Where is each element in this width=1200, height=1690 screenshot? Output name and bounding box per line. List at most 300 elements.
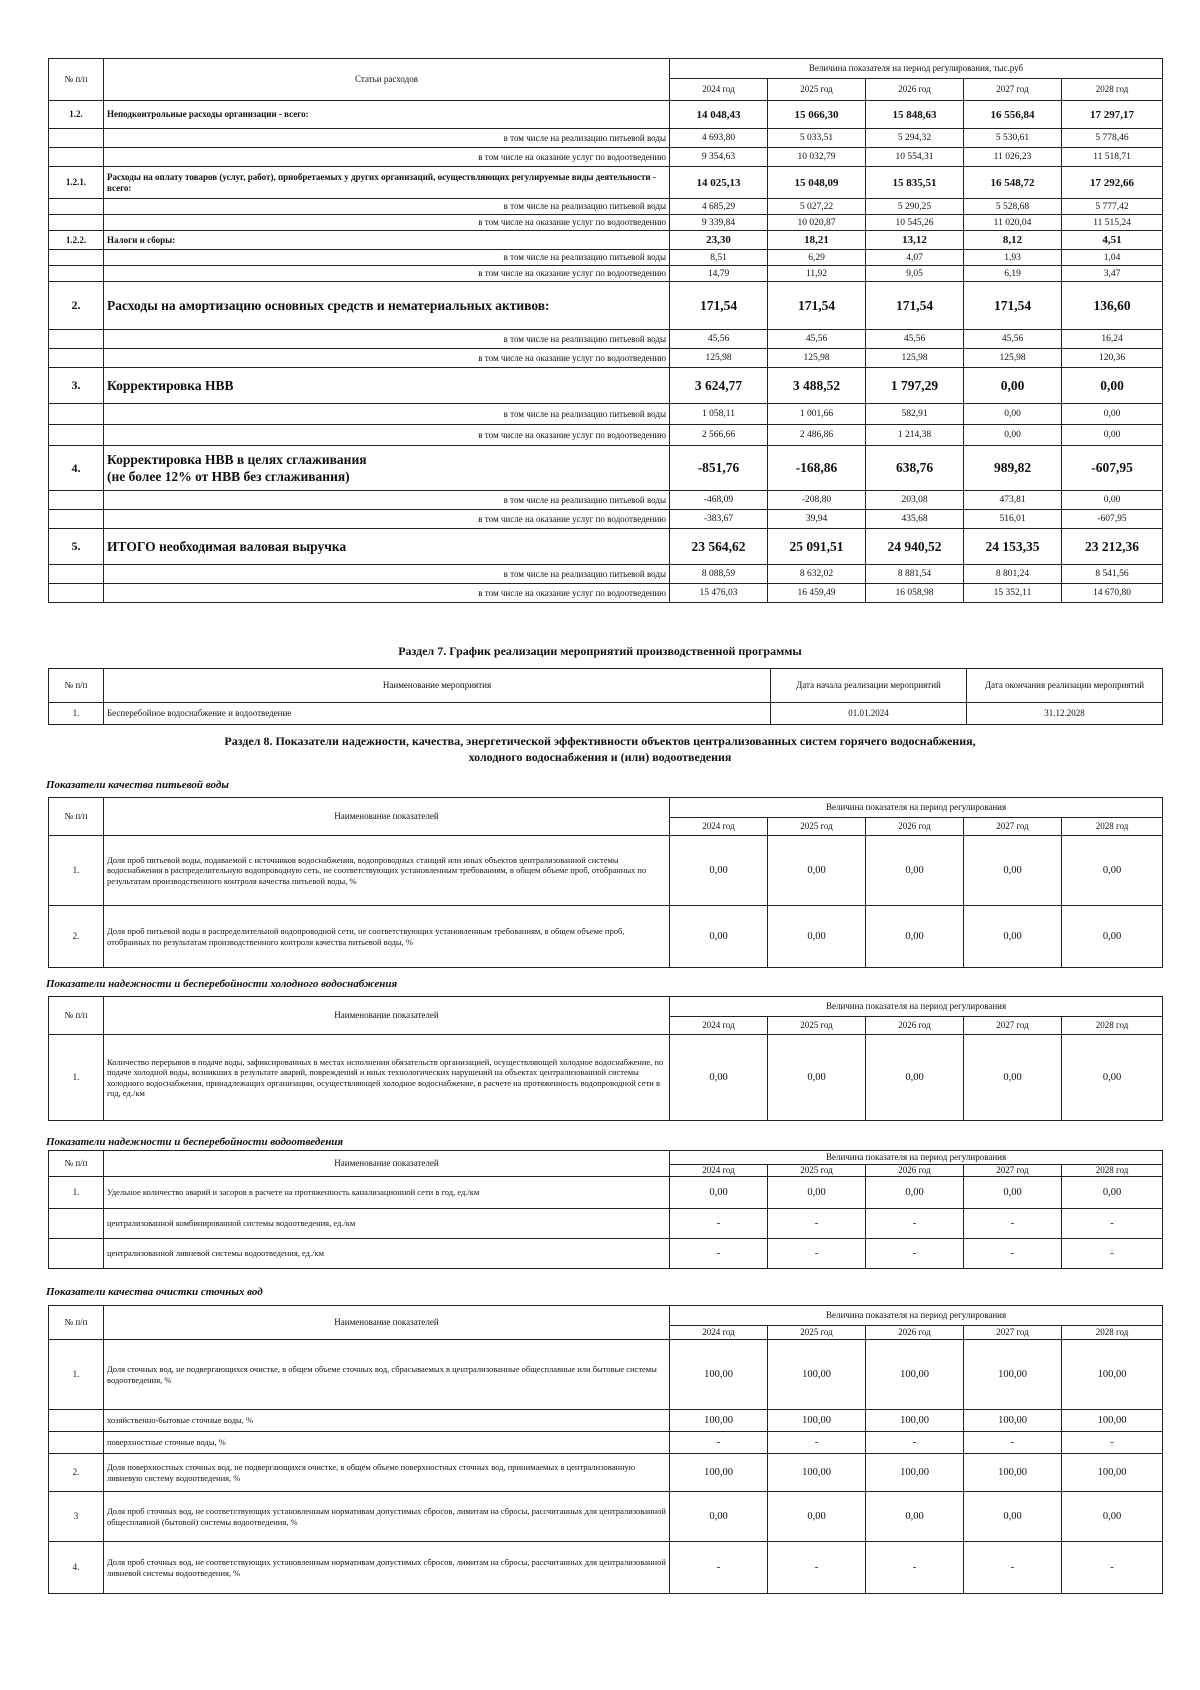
value-cell: 3,47 — [1062, 266, 1163, 282]
indicator-name: хозяйственно-бытовые сточные воды, % — [104, 1410, 670, 1432]
value-cell: 5 033,51 — [768, 129, 866, 148]
value-cell: 5 528,68 — [964, 199, 1062, 215]
year-header: 2028 год — [1062, 818, 1163, 836]
year-header: 2024 год — [670, 1326, 768, 1340]
section-7-title: Раздел 7. График реализации мероприятий производственной программы — [398, 644, 802, 658]
value-cell: 1 214,38 — [866, 425, 964, 446]
row-num — [49, 129, 104, 148]
value-cell: 11 515,24 — [1062, 215, 1163, 231]
value-cell: 11 518,71 — [1062, 148, 1163, 167]
value-cell: 8 088,59 — [670, 565, 768, 584]
value-cell: 23,30 — [670, 231, 768, 250]
row-num — [49, 491, 104, 510]
value-cell: 1 001,66 — [768, 404, 866, 425]
value-cell: 0,00 — [964, 404, 1062, 425]
table-row — [49, 1239, 1163, 1269]
table-row — [49, 491, 1163, 510]
table-row — [49, 836, 1163, 906]
value-cell: 18,21 — [768, 231, 866, 250]
value-cell: 0,00 — [1062, 836, 1163, 906]
value-cell: 15 352,11 — [964, 584, 1062, 603]
value-cell: -383,67 — [670, 510, 768, 529]
wastewater-reliability-table — [48, 1150, 1163, 1269]
value-cell: 15 048,09 — [768, 167, 866, 199]
section-8-title-line1: Раздел 8. Показатели надежности, качества, энергетической эффективности объектов централизованных систем горячего водоснабжения, — [224, 734, 976, 748]
value-cell: 0,00 — [768, 1035, 866, 1121]
value-cell: 0,00 — [1062, 1177, 1163, 1209]
year-header: 2028 год — [1062, 1326, 1163, 1340]
value-cell: 24 153,35 — [964, 529, 1062, 565]
end-date: 31.12.2028 — [967, 703, 1163, 725]
row-num — [49, 266, 104, 282]
year-header: 2027 год — [964, 818, 1062, 836]
value-cell: 14 048,43 — [670, 101, 768, 129]
value-cell: 45,56 — [768, 330, 866, 349]
value-cell: 125,98 — [670, 349, 768, 368]
row-label: Неподконтрольные расходы организации - всего: — [104, 101, 670, 129]
row-label: в том числе на оказание услуг по водоотведению — [104, 584, 670, 603]
row-num: 4. — [49, 1542, 104, 1594]
table-row — [49, 584, 1163, 603]
value-cell: 0,00 — [964, 906, 1062, 968]
value-cell: 100,00 — [964, 1410, 1062, 1432]
header-num: № п/п — [49, 798, 104, 836]
value-cell: 5 290,25 — [866, 199, 964, 215]
value-cell: 8 881,54 — [866, 565, 964, 584]
value-cell: 11,92 — [768, 266, 866, 282]
value-cell: 0,00 — [964, 368, 1062, 404]
indicator-name: Удельное количество аварий и засоров в расчете на протяженность канализационной сети в год, ед./км — [104, 1177, 670, 1209]
value-cell: 0,00 — [768, 1177, 866, 1209]
table-row — [49, 565, 1163, 584]
value-cell: -208,80 — [768, 491, 866, 510]
value-cell: 0,00 — [670, 906, 768, 968]
row-num — [49, 425, 104, 446]
value-cell: 4,51 — [1062, 231, 1163, 250]
year-header: 2025 год — [768, 1165, 866, 1177]
table-row — [49, 1542, 1163, 1594]
header-name: Наименование показателей — [104, 1151, 670, 1177]
table-row — [49, 266, 1163, 282]
value-cell: - — [1062, 1432, 1163, 1454]
value-cell: 0,00 — [964, 425, 1062, 446]
table-row — [49, 101, 1163, 129]
header-name: Наименование показателей — [104, 798, 670, 836]
indicator-name: поверхностные сточные воды, % — [104, 1432, 670, 1454]
value-cell: 0,00 — [964, 1492, 1062, 1542]
row-num — [49, 330, 104, 349]
value-cell: 0,00 — [768, 1492, 866, 1542]
table-row — [49, 529, 1163, 565]
year-header: 2024 год — [670, 79, 768, 101]
header-value: Величина показателя на период регулирования — [670, 1151, 1163, 1165]
row-num: 2. — [49, 282, 104, 330]
value-cell: 9 339,84 — [670, 215, 768, 231]
header-name: Наименование мероприятия — [104, 669, 771, 703]
table-row — [49, 404, 1163, 425]
table-row — [49, 1454, 1163, 1492]
value-cell: - — [1062, 1542, 1163, 1594]
value-cell: 3 624,77 — [670, 368, 768, 404]
value-cell: 4 685,29 — [670, 199, 768, 215]
value-cell: - — [866, 1209, 964, 1239]
row-num — [49, 250, 104, 266]
row-label: в том числе на реализацию питьевой воды — [104, 199, 670, 215]
value-cell: 100,00 — [1062, 1340, 1163, 1410]
value-cell: 1,04 — [1062, 250, 1163, 266]
year-header: 2024 год — [670, 818, 768, 836]
year-header: 2025 год — [768, 818, 866, 836]
year-header: 2027 год — [964, 1165, 1062, 1177]
value-cell: 0,00 — [670, 836, 768, 906]
row-label: в том числе на реализацию питьевой воды — [104, 565, 670, 584]
table-row — [49, 129, 1163, 148]
value-cell: 0,00 — [768, 906, 866, 968]
row-label: в том числе на реализацию питьевой воды — [104, 491, 670, 510]
row-num — [49, 404, 104, 425]
row-num — [49, 215, 104, 231]
header-value: Величина показателя на период регулирования — [670, 798, 1163, 818]
value-cell: 1 058,11 — [670, 404, 768, 425]
row-label-line1: Корректировка НВВ в целях сглаживания — [107, 452, 367, 467]
value-cell: 39,94 — [768, 510, 866, 529]
row-label: ИТОГО необходимая валовая выручка — [104, 529, 670, 565]
value-cell: 6,29 — [768, 250, 866, 266]
header-num: № п/п — [49, 1306, 104, 1340]
table-row — [49, 148, 1163, 167]
table-row — [49, 906, 1163, 968]
value-cell: 45,56 — [670, 330, 768, 349]
table-row — [49, 330, 1163, 349]
value-cell: - — [964, 1239, 1062, 1269]
value-cell: 10 554,31 — [866, 148, 964, 167]
value-cell: - — [964, 1209, 1062, 1239]
value-cell: 100,00 — [768, 1340, 866, 1410]
value-cell: 0,00 — [768, 836, 866, 906]
value-cell: 638,76 — [866, 446, 964, 491]
value-cell: 435,68 — [866, 510, 964, 529]
header-name: Наименование показателей — [104, 997, 670, 1035]
row-num: 2. — [49, 906, 104, 968]
year-header: 2026 год — [866, 79, 964, 101]
header-num: № п/п — [49, 669, 104, 703]
value-cell: 17 297,17 — [1062, 101, 1163, 129]
value-cell: -468,09 — [670, 491, 768, 510]
cost-items-body — [49, 101, 1163, 603]
value-cell: 516,01 — [964, 510, 1062, 529]
row-num — [49, 510, 104, 529]
value-cell: 0,00 — [866, 1492, 964, 1542]
value-cell: 171,54 — [670, 282, 768, 330]
value-cell: 0,00 — [1062, 404, 1163, 425]
row-num: 4. — [49, 446, 104, 491]
table-row — [49, 349, 1163, 368]
year-header: 2027 год — [964, 1326, 1062, 1340]
header-name: Наименование показателей — [104, 1306, 670, 1340]
row-num — [49, 148, 104, 167]
value-cell: - — [866, 1432, 964, 1454]
indicator-name: Доля проб питьевой воды в распределительной водопроводной сети, не соответствующих установленным требованиям, в общем объеме проб, отобранных по результатам производственного контроля качества питьевой воды, % — [104, 906, 670, 968]
value-cell: - — [866, 1239, 964, 1269]
year-header: 2027 год — [964, 79, 1062, 101]
table-row — [49, 250, 1163, 266]
row-label: в том числе на оказание услуг по водоотведению — [104, 349, 670, 368]
value-cell: - — [964, 1432, 1062, 1454]
table-row — [49, 425, 1163, 446]
activity-name: Бесперебойное водоснабжение и водоотведение — [104, 703, 771, 725]
value-cell: 5 027,22 — [768, 199, 866, 215]
value-cell: 0,00 — [964, 1177, 1062, 1209]
value-cell: -607,95 — [1062, 446, 1163, 491]
value-cell: 0,00 — [964, 1035, 1062, 1121]
table-row — [49, 1177, 1163, 1209]
row-num — [49, 199, 104, 215]
year-header: 2026 год — [866, 1165, 964, 1177]
value-cell: 5 294,32 — [866, 129, 964, 148]
value-cell: 2 566,66 — [670, 425, 768, 446]
value-cell: 8 541,56 — [1062, 565, 1163, 584]
value-cell: - — [1062, 1239, 1163, 1269]
value-cell: 17 292,66 — [1062, 167, 1163, 199]
value-cell: 8 801,24 — [964, 565, 1062, 584]
row-label: в том числе на реализацию питьевой воды — [104, 129, 670, 148]
value-cell: 120,36 — [1062, 349, 1163, 368]
value-cell: -607,95 — [1062, 510, 1163, 529]
value-cell: 14 670,80 — [1062, 584, 1163, 603]
value-cell: 16 058,98 — [866, 584, 964, 603]
year-header: 2026 год — [866, 818, 964, 836]
value-cell: 0,00 — [1062, 1035, 1163, 1121]
value-cell: -168,86 — [768, 446, 866, 491]
header-num: № п/п — [49, 1151, 104, 1177]
value-cell: 16,24 — [1062, 330, 1163, 349]
start-date: 01.01.2024 — [771, 703, 967, 725]
value-cell: 14,79 — [670, 266, 768, 282]
value-cell: 0,00 — [1062, 1492, 1163, 1542]
row-label-line2: (не более 12% от НВВ без сглаживания) — [107, 469, 350, 484]
header-value: Величина показателя на период регулирования, тыс.руб — [670, 59, 1163, 79]
subtitle-wastewater-reliability: Показатели надежности и бесперебойности водоотведения — [46, 1136, 344, 1148]
value-cell: 125,98 — [768, 349, 866, 368]
value-cell: - — [1062, 1209, 1163, 1239]
value-cell: 8,12 — [964, 231, 1062, 250]
value-cell: 25 091,51 — [768, 529, 866, 565]
header-item: Статьи расходов — [104, 59, 670, 101]
table-row — [49, 510, 1163, 529]
year-header: 2024 год — [670, 1017, 768, 1035]
value-cell: 125,98 — [866, 349, 964, 368]
cold-water-reliability-table — [48, 996, 1163, 1121]
value-cell: 5 530,61 — [964, 129, 1062, 148]
value-cell: 100,00 — [964, 1340, 1062, 1410]
header-value: Величина показателя на период регулирования — [670, 1306, 1163, 1326]
value-cell: 171,54 — [866, 282, 964, 330]
value-cell: 100,00 — [1062, 1410, 1163, 1432]
row-num: 1. — [49, 1177, 104, 1209]
value-cell: 45,56 — [964, 330, 1062, 349]
value-cell: 15 835,51 — [866, 167, 964, 199]
value-cell: 0,00 — [1062, 491, 1163, 510]
indicator-name: Доля сточных вод, не подвергающихся очистке, в общем объеме сточных вод, сбрасываемых в централизованные общесплавные или бытовые системы водоотведения, % — [104, 1340, 670, 1410]
row-label — [104, 446, 670, 491]
value-cell: 0,00 — [866, 836, 964, 906]
value-cell: 4,07 — [866, 250, 964, 266]
subtitle-cold-water-reliability: Показатели надежности и бесперебойности холодного водоснабжения — [46, 978, 398, 990]
table-row — [49, 167, 1163, 199]
value-cell: 0,00 — [866, 1177, 964, 1209]
value-cell: 0,00 — [866, 906, 964, 968]
value-cell: 203,08 — [866, 491, 964, 510]
row-num — [49, 1410, 104, 1432]
row-label: Расходы на амортизацию основных средств и нематериальных активов: — [104, 282, 670, 330]
table-row — [49, 215, 1163, 231]
value-cell: 9,05 — [866, 266, 964, 282]
table-row — [49, 1209, 1163, 1239]
value-cell: 8,51 — [670, 250, 768, 266]
value-cell: 100,00 — [866, 1410, 964, 1432]
value-cell: 5 777,42 — [1062, 199, 1163, 215]
value-cell: 16 548,72 — [964, 167, 1062, 199]
subtitle-water-quality: Показатели качества питьевой воды — [46, 779, 229, 791]
value-cell: 6,19 — [964, 266, 1062, 282]
value-cell: 100,00 — [670, 1454, 768, 1492]
row-label: Корректировка НВВ — [104, 368, 670, 404]
value-cell: 0,00 — [1062, 425, 1163, 446]
value-cell: 125,98 — [964, 349, 1062, 368]
value-cell: 10 032,79 — [768, 148, 866, 167]
value-cell: 10 545,26 — [866, 215, 964, 231]
row-label: в том числе на оказание услуг по водоотведению — [104, 266, 670, 282]
value-cell: 10 020,87 — [768, 215, 866, 231]
table-row — [49, 446, 1163, 491]
value-cell: - — [670, 1209, 768, 1239]
value-cell: 45,56 — [866, 330, 964, 349]
year-header: 2028 год — [1062, 1165, 1163, 1177]
value-cell: - — [768, 1209, 866, 1239]
value-cell: 100,00 — [866, 1340, 964, 1410]
year-header: 2027 год — [964, 1017, 1062, 1035]
row-num: 1.2. — [49, 101, 104, 129]
value-cell: 100,00 — [866, 1454, 964, 1492]
year-header: 2026 год — [866, 1326, 964, 1340]
row-num — [49, 349, 104, 368]
section-8-title-line2: холодного водоснабжения и (или) водоотведения — [468, 750, 732, 764]
value-cell: - — [670, 1432, 768, 1454]
value-cell: 100,00 — [768, 1454, 866, 1492]
value-cell: 23 212,36 — [1062, 529, 1163, 565]
value-cell: -851,76 — [670, 446, 768, 491]
value-cell: 15 066,30 — [768, 101, 866, 129]
value-cell: 15 476,03 — [670, 584, 768, 603]
row-num — [49, 584, 104, 603]
year-header: 2028 год — [1062, 1017, 1163, 1035]
value-cell: 0,00 — [964, 836, 1062, 906]
header-value: Величина показателя на период регулирования — [670, 997, 1163, 1017]
value-cell: 4 693,80 — [670, 129, 768, 148]
table-row — [49, 231, 1163, 250]
row-num: 1. — [49, 703, 104, 725]
value-cell: - — [670, 1239, 768, 1269]
year-header: 2026 год — [866, 1017, 964, 1035]
cost-items-table — [48, 58, 1163, 603]
value-cell: 24 940,52 — [866, 529, 964, 565]
year-header: 2025 год — [768, 1326, 866, 1340]
value-cell: 13,12 — [866, 231, 964, 250]
year-header: 2025 год — [768, 79, 866, 101]
subtitle-wastewater-treatment: Показатели качества очистки сточных вод — [46, 1286, 263, 1298]
row-num: 5. — [49, 529, 104, 565]
row-num: 3 — [49, 1492, 104, 1542]
table-row — [49, 1340, 1163, 1410]
value-cell: 5 778,46 — [1062, 129, 1163, 148]
row-label: в том числе на оказание услуг по водоотведению — [104, 148, 670, 167]
table-row — [49, 1492, 1163, 1542]
value-cell: 11 020,04 — [964, 215, 1062, 231]
value-cell: 171,54 — [964, 282, 1062, 330]
row-label: Расходы на оплату товаров (услуг, работ), приобретаемых у других организаций, осуществляющих регулируемые виды деятельности - всего: — [104, 167, 670, 199]
value-cell: 1 797,29 — [866, 368, 964, 404]
indicator-name: Доля проб сточных вод, не соответствующих установленным нормативам допустимых сбросов, лимитам на сбросы, рассчитанных для централизованной ливневой системы водоотведения, % — [104, 1542, 670, 1594]
indicator-name: Доля проб сточных вод, не соответствующих установленным нормативам допустимых сбросов, лимитам на сбросы, рассчитанных для централизованной общесплавной (бытовой) системы водоотведения, % — [104, 1492, 670, 1542]
table-row — [49, 1035, 1163, 1121]
value-cell: 16 459,49 — [768, 584, 866, 603]
value-cell: 0,00 — [1062, 906, 1163, 968]
table-row — [49, 199, 1163, 215]
header-num: № п/п — [49, 59, 104, 101]
value-cell: 23 564,62 — [670, 529, 768, 565]
value-cell: - — [768, 1432, 866, 1454]
value-cell: 100,00 — [1062, 1454, 1163, 1492]
indicator-name: централизованной ливневой системы водоотведения, ед./км — [104, 1239, 670, 1269]
row-num: 1. — [49, 1035, 104, 1121]
row-label: в том числе на реализацию питьевой воды — [104, 250, 670, 266]
row-num — [49, 1209, 104, 1239]
value-cell: 3 488,52 — [768, 368, 866, 404]
table-row — [49, 1432, 1163, 1454]
value-cell: 14 025,13 — [670, 167, 768, 199]
indicator-name: Доля поверхностных сточных вод, не подвергающихся очистке, в общем объеме поверхностных сточных вод, принимаемых в централизованную ливневую систему водоотведения, % — [104, 1454, 670, 1492]
row-label: в том числе на оказание услуг по водоотведению — [104, 510, 670, 529]
row-num: 1.2.2. — [49, 231, 104, 250]
value-cell: 11 026,23 — [964, 148, 1062, 167]
indicator-name: Количество перерывов в подаче воды, зафиксированных в местах исполнения обязательств организацией, осуществляющей холодное водоснабжение, по подаче холодной воды, возникших в результате аварий, повреждений и иных технологических нарушений на объектах централизованной системы холодного водоснабжения, принадлежащих организации, осуществляющей холодное водоснабжение, в расчете на протяженность водопроводной сети в год, ед./км — [104, 1035, 670, 1121]
table-row — [49, 282, 1163, 330]
row-num: 2. — [49, 1454, 104, 1492]
table-row — [49, 368, 1163, 404]
value-cell: 100,00 — [670, 1410, 768, 1432]
value-cell: 16 556,84 — [964, 101, 1062, 129]
schedule-table — [48, 668, 1163, 725]
value-cell: 1,93 — [964, 250, 1062, 266]
row-num: 1. — [49, 1340, 104, 1410]
row-num: 3. — [49, 368, 104, 404]
row-label: в том числе на оказание услуг по водоотведению — [104, 425, 670, 446]
value-cell: 100,00 — [964, 1454, 1062, 1492]
row-label: Налоги и сборы: — [104, 231, 670, 250]
value-cell: 100,00 — [670, 1340, 768, 1410]
row-num — [49, 1432, 104, 1454]
year-header: 2024 год — [670, 1165, 768, 1177]
value-cell: 0,00 — [866, 1035, 964, 1121]
row-label: в том числе на оказание услуг по водоотведению — [104, 215, 670, 231]
table-row — [49, 1410, 1163, 1432]
row-label: в том числе на реализацию питьевой воды — [104, 404, 670, 425]
indicator-name: Доля проб питьевой воды, подаваемой с источников водоснабжения, водопроводных станций или иных объектов централизованной системы водоснабжения в распределительную водопроводную сеть, не соответствующих установленным требованиям, в общем объеме проб, отобранных по результатам производственного контроля качества питьевой воды, % — [104, 836, 670, 906]
row-num: 1.2.1. — [49, 167, 104, 199]
header-num: № п/п — [49, 997, 104, 1035]
header-start-date: Дата начала реализации мероприятий — [771, 669, 967, 703]
value-cell: - — [964, 1542, 1062, 1594]
